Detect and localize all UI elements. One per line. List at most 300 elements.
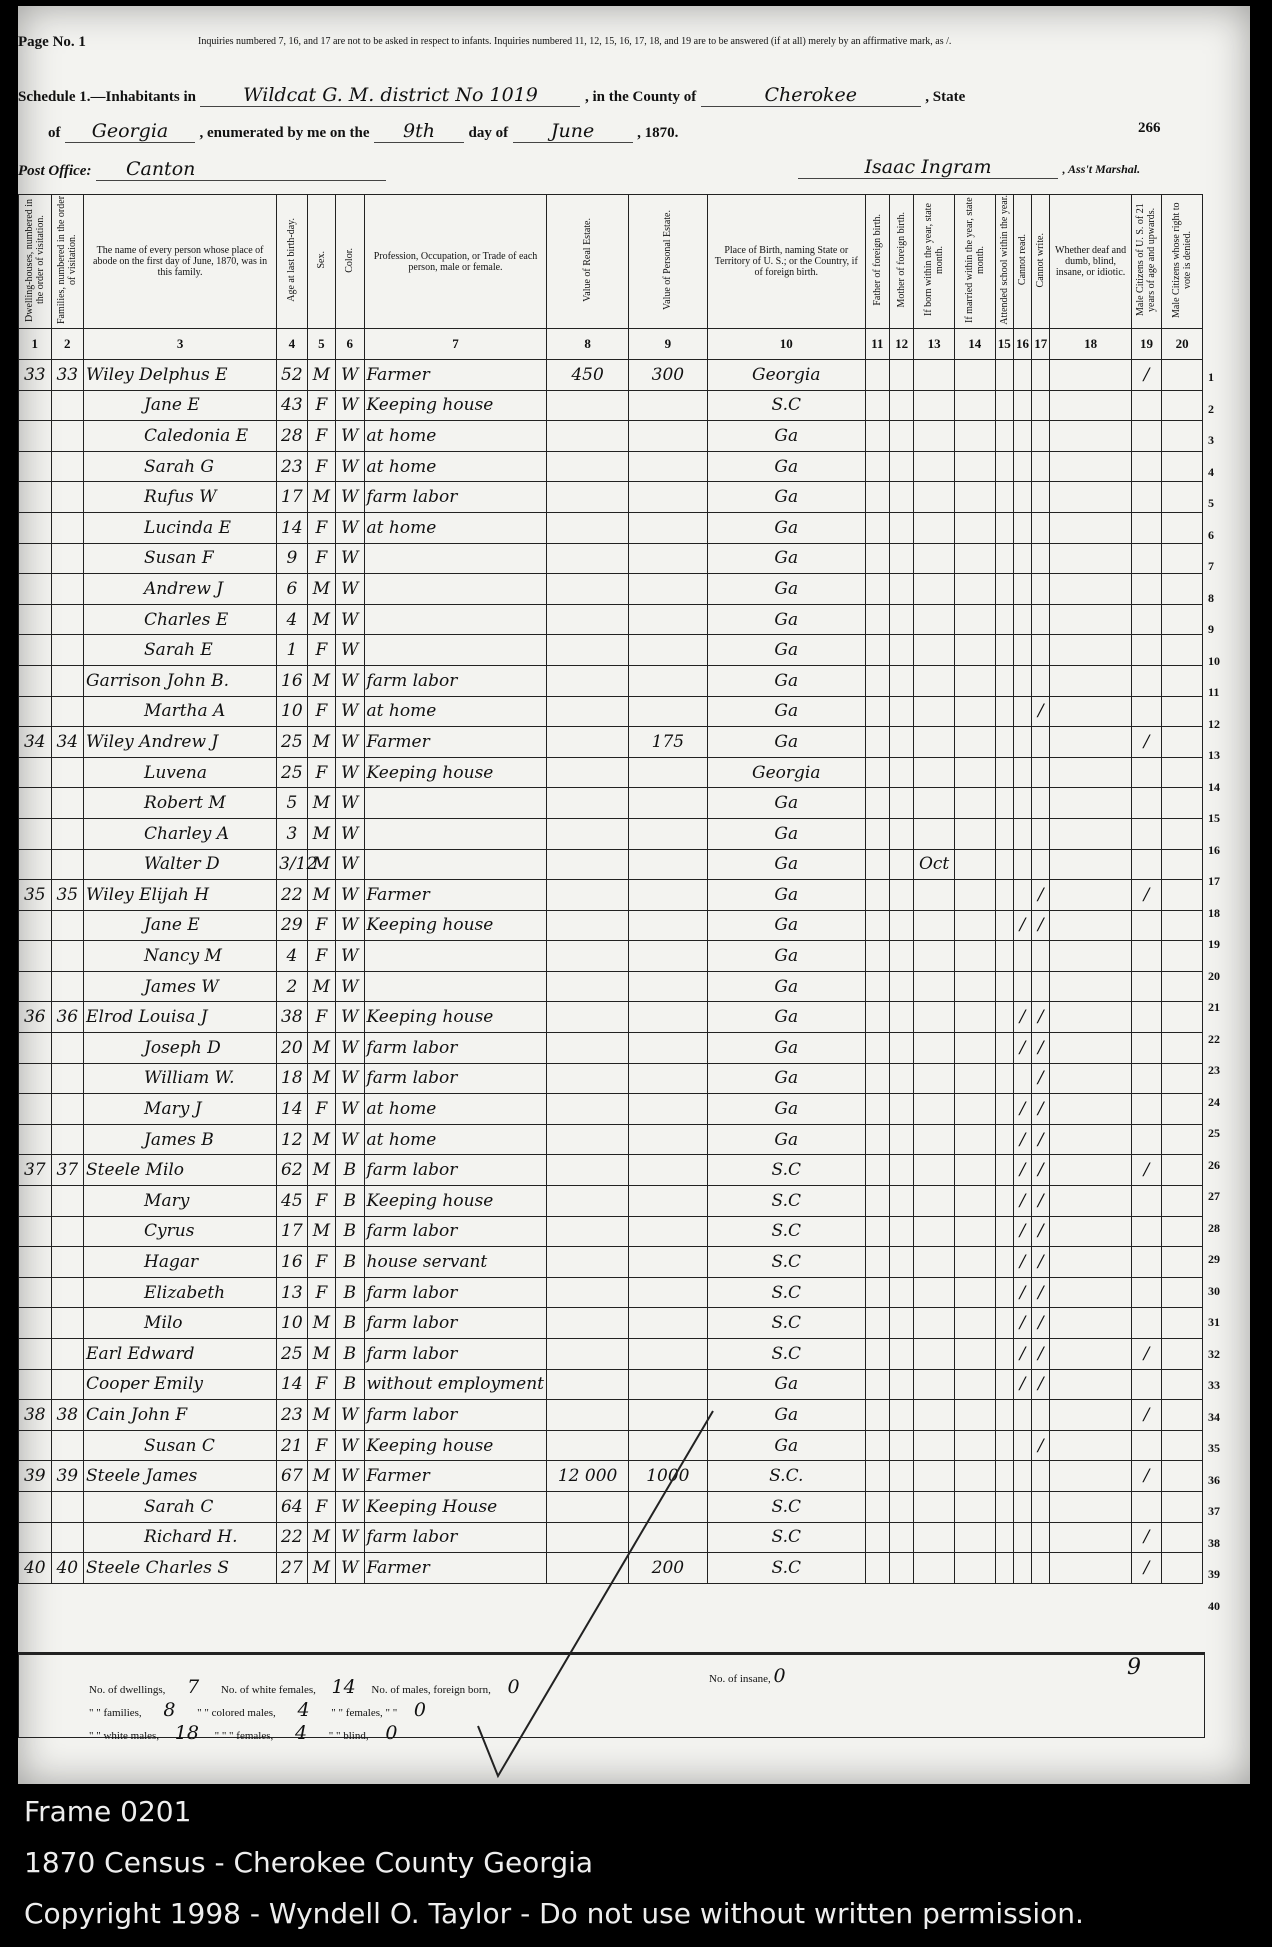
cell-m18	[1050, 512, 1131, 543]
cell-color: W	[336, 910, 364, 941]
cell-color: W	[336, 1400, 364, 1431]
cell-color: W	[336, 1063, 364, 1094]
cell-pers	[628, 1124, 707, 1155]
cell-m20	[1162, 1155, 1203, 1186]
cell-fam	[51, 696, 84, 727]
cell-pers	[628, 1155, 707, 1186]
col-head-3: The name of every person whose place of abode on the first day of June, 1870, was in this family.	[84, 195, 277, 329]
cell-dw	[19, 1033, 52, 1064]
cell-dw	[19, 971, 52, 1002]
cell-occ	[364, 574, 547, 605]
cell-m11	[865, 512, 889, 543]
cell-m19: /	[1131, 880, 1161, 911]
cell-m11	[865, 1033, 889, 1064]
cell-dw	[19, 788, 52, 819]
cell-name: Sarah E	[84, 635, 277, 666]
table-row	[19, 941, 1203, 972]
cell-sex: F	[307, 1369, 335, 1400]
cell-dw	[19, 1247, 52, 1278]
col-head-18: Whether deaf and dumb, blind, insane, or idiotic.	[1050, 195, 1131, 329]
table-row	[19, 818, 1203, 849]
col-head-5: Sex.	[307, 195, 335, 329]
cell-m20	[1162, 1277, 1203, 1308]
cell-real	[547, 910, 628, 941]
cell-color: W	[336, 512, 364, 543]
cell-occ: farm labor	[364, 1155, 547, 1186]
cell-name: Jane E	[84, 390, 277, 421]
cell-sex: F	[307, 543, 335, 574]
line-number: 34	[1208, 1409, 1220, 1424]
cell-name: Cooper Emily	[84, 1369, 277, 1400]
cell-color: W	[336, 390, 364, 421]
cell-m18	[1050, 635, 1131, 666]
cell-m15	[995, 1155, 1013, 1186]
col-head-20: Male Citizens whose right to vote is denied.	[1162, 195, 1203, 329]
cell-real	[547, 1216, 628, 1247]
cell-m12	[889, 1063, 913, 1094]
col-head-14: If married within the year, state month.	[954, 195, 995, 329]
cell-birth: Ga	[708, 788, 866, 819]
cell-occ: farm labor	[364, 1400, 547, 1431]
cell-m13	[914, 1063, 955, 1094]
cell-fam	[51, 665, 84, 696]
cell-real	[547, 1094, 628, 1125]
cell-occ	[364, 971, 547, 1002]
cell-m19	[1131, 421, 1161, 452]
cell-dw	[19, 1124, 52, 1155]
cell-sex: M	[307, 1522, 335, 1553]
cell-color: W	[336, 1430, 364, 1461]
line-number: 16	[1208, 842, 1220, 857]
cell-m15	[995, 1491, 1013, 1522]
cell-occ: farm labor	[364, 1216, 547, 1247]
cell-m12	[889, 360, 913, 391]
cell-m13	[914, 1400, 955, 1431]
cell-sex: F	[307, 1002, 335, 1033]
cell-birth: S.C	[708, 1247, 866, 1278]
col-number: 13	[914, 329, 955, 360]
cell-fam: 33	[51, 360, 84, 391]
table-row	[19, 543, 1203, 574]
cell-dw	[19, 818, 52, 849]
col-head-12: Mother of foreign birth.	[889, 195, 913, 329]
table-row	[19, 849, 1203, 880]
cell-m19	[1131, 1277, 1161, 1308]
cell-m19	[1131, 1186, 1161, 1217]
cell-m15	[995, 1553, 1013, 1584]
cell-m12	[889, 1553, 913, 1584]
line-number: 1	[1208, 370, 1214, 384]
cell-m14	[954, 880, 995, 911]
cell-m16	[1013, 574, 1031, 605]
cell-color: W	[336, 574, 364, 605]
cell-pers	[628, 482, 707, 513]
cell-name: Richard H.	[84, 1522, 277, 1553]
cell-m14	[954, 696, 995, 727]
cell-m13	[914, 1277, 955, 1308]
cell-m16	[1013, 757, 1031, 788]
cell-real	[547, 512, 628, 543]
cell-real	[547, 788, 628, 819]
cell-name: Caledonia E	[84, 421, 277, 452]
line-number: 26	[1208, 1157, 1220, 1172]
cell-color: W	[336, 451, 364, 482]
cell-dw	[19, 1216, 52, 1247]
cell-m14	[954, 1247, 995, 1278]
cell-m18	[1050, 543, 1131, 574]
cell-sex: F	[307, 635, 335, 666]
cell-m19: /	[1131, 727, 1161, 758]
cell-m20	[1162, 512, 1203, 543]
cell-m20	[1162, 849, 1203, 880]
cell-dw	[19, 421, 52, 452]
cell-m14	[954, 910, 995, 941]
cell-color: W	[336, 635, 364, 666]
cell-m18	[1050, 1247, 1131, 1278]
cell-fam	[51, 757, 84, 788]
cell-age: 62	[277, 1155, 307, 1186]
line-number: 32	[1208, 1346, 1220, 1361]
cell-m13	[914, 1461, 955, 1492]
cell-m15	[995, 941, 1013, 972]
cell-real	[547, 941, 628, 972]
cell-m12	[889, 574, 913, 605]
cell-m18	[1050, 604, 1131, 635]
cell-real	[547, 604, 628, 635]
col-head-6: Color.	[336, 195, 364, 329]
table-row	[19, 451, 1203, 482]
cell-m14	[954, 818, 995, 849]
cell-sex: M	[307, 665, 335, 696]
cell-occ	[364, 604, 547, 635]
cell-m17	[1032, 665, 1050, 696]
cell-age: 17	[277, 482, 307, 513]
cell-pers	[628, 543, 707, 574]
cell-color: W	[336, 696, 364, 727]
cell-fam	[51, 1369, 84, 1400]
table-row	[19, 1186, 1203, 1217]
cell-fam	[51, 1522, 84, 1553]
cell-m12	[889, 1124, 913, 1155]
cell-color: W	[336, 727, 364, 758]
line-number: 17	[1208, 874, 1220, 888]
cell-m19	[1131, 604, 1161, 635]
cell-name: Sarah G	[84, 451, 277, 482]
cell-m12	[889, 1277, 913, 1308]
cell-age: 23	[277, 1400, 307, 1431]
cell-age: 23	[277, 451, 307, 482]
cell-m16	[1013, 818, 1031, 849]
cell-birth: S.C.	[708, 1461, 866, 1492]
table-row	[19, 1155, 1203, 1186]
cell-m12	[889, 543, 913, 574]
cell-sex: F	[307, 1247, 335, 1278]
cell-dw: 34	[19, 727, 52, 758]
cell-age: 4	[277, 604, 307, 635]
cell-m20	[1162, 757, 1203, 788]
cell-m15	[995, 1400, 1013, 1431]
cell-fam	[51, 1033, 84, 1064]
cell-m14	[954, 635, 995, 666]
cell-pers	[628, 910, 707, 941]
line-number: 21	[1208, 1000, 1220, 1014]
cell-occ: at home	[364, 696, 547, 727]
table-row	[19, 910, 1203, 941]
cell-fam	[51, 390, 84, 421]
cell-m14	[954, 1430, 995, 1461]
cell-m17	[1032, 727, 1050, 758]
cell-m13	[914, 421, 955, 452]
line-number: 6	[1208, 527, 1214, 542]
cell-age: 14	[277, 1369, 307, 1400]
cell-m15	[995, 543, 1013, 574]
cell-m12	[889, 971, 913, 1002]
cell-m16	[1013, 665, 1031, 696]
cell-age: 25	[277, 757, 307, 788]
cell-m17	[1032, 1491, 1050, 1522]
cell-real	[547, 1124, 628, 1155]
cell-m12	[889, 1461, 913, 1492]
line-number: 30	[1208, 1283, 1220, 1298]
cell-dw	[19, 696, 52, 727]
cell-color: B	[336, 1155, 364, 1186]
cell-sex: M	[307, 788, 335, 819]
cell-m20	[1162, 604, 1203, 635]
cell-color: B	[336, 1247, 364, 1278]
cell-m15	[995, 512, 1013, 543]
cell-age: 14	[277, 1094, 307, 1125]
cell-fam	[51, 1308, 84, 1339]
cell-m18	[1050, 1522, 1131, 1553]
cell-occ	[364, 941, 547, 972]
cell-age: 67	[277, 1461, 307, 1492]
schedule-line: Schedule 1.—Inhabitants in Wildcat G. M. district No 1019 , in the County of Cherokee , State	[18, 84, 966, 106]
cell-occ: Farmer	[364, 727, 547, 758]
cell-real	[547, 880, 628, 911]
cell-occ: Keeping house	[364, 757, 547, 788]
cell-m16	[1013, 512, 1031, 543]
cell-m15	[995, 1277, 1013, 1308]
cell-m11	[865, 665, 889, 696]
line-number: 24	[1208, 1094, 1220, 1109]
cell-sex: M	[307, 574, 335, 605]
cell-m11	[865, 696, 889, 727]
cell-dw	[19, 512, 52, 543]
cell-m18	[1050, 788, 1131, 819]
cell-sex: F	[307, 1277, 335, 1308]
line-number: 23	[1208, 1063, 1220, 1077]
cell-m20	[1162, 1553, 1203, 1584]
cell-name: Earl Edward	[84, 1339, 277, 1370]
cell-m15	[995, 451, 1013, 482]
cell-birth: Ga	[708, 543, 866, 574]
cell-m12	[889, 1002, 913, 1033]
cell-m17: /	[1032, 1216, 1050, 1247]
cell-name: Cain John F	[84, 1400, 277, 1431]
cell-dw: 37	[19, 1155, 52, 1186]
cell-m14	[954, 1063, 995, 1094]
cell-sex: F	[307, 941, 335, 972]
cell-m17	[1032, 1461, 1050, 1492]
cell-m15	[995, 360, 1013, 391]
cell-real	[547, 1186, 628, 1217]
line-number: 18	[1208, 905, 1220, 920]
table-row	[19, 574, 1203, 605]
cell-m18	[1050, 727, 1131, 758]
cell-dw	[19, 1369, 52, 1400]
cell-m14	[954, 1186, 995, 1217]
cell-color: B	[336, 1369, 364, 1400]
cancel-stroke	[488, 1406, 728, 1786]
col-number: 1	[19, 329, 52, 360]
line-number: 11	[1208, 685, 1220, 699]
cell-name: Andrew J	[84, 574, 277, 605]
col19-total: 9	[1127, 1655, 1141, 1680]
cell-name: Walter D	[84, 849, 277, 880]
cell-m13	[914, 788, 955, 819]
cell-fam	[51, 1216, 84, 1247]
table-row	[19, 1094, 1203, 1125]
cell-real	[547, 482, 628, 513]
cell-age: 52	[277, 360, 307, 391]
cell-m11	[865, 818, 889, 849]
cell-m15	[995, 1002, 1013, 1033]
cell-m13	[914, 665, 955, 696]
cell-occ	[364, 818, 547, 849]
cell-m20	[1162, 665, 1203, 696]
cell-m13	[914, 941, 955, 972]
cell-dw	[19, 635, 52, 666]
copyright-notice: Copyright 1998 - Wyndell O. Taylor - Do not use without written permission.	[24, 1897, 1084, 1930]
cell-sex: M	[307, 1461, 335, 1492]
table-row	[19, 788, 1203, 819]
cell-real	[547, 1063, 628, 1094]
cell-name: Robert M	[84, 788, 277, 819]
col-number: 19	[1131, 329, 1161, 360]
table-row	[19, 1033, 1203, 1064]
cell-m14	[954, 543, 995, 574]
col-number: 17	[1032, 329, 1050, 360]
insane-count: No. of insane, 0	[709, 1665, 786, 1687]
cell-m18	[1050, 1369, 1131, 1400]
col-number: 7	[364, 329, 547, 360]
cell-m20	[1162, 1247, 1203, 1278]
cell-m19	[1131, 1308, 1161, 1339]
cell-m16	[1013, 451, 1031, 482]
cell-m17: /	[1032, 1186, 1050, 1217]
cell-m11	[865, 390, 889, 421]
cell-m18	[1050, 451, 1131, 482]
cell-m20	[1162, 1369, 1203, 1400]
cell-m16: /	[1013, 1339, 1031, 1370]
cell-dw	[19, 1063, 52, 1094]
cell-m16	[1013, 727, 1031, 758]
cell-m20	[1162, 360, 1203, 391]
cell-m14	[954, 1002, 995, 1033]
county-field: Cherokee	[701, 84, 921, 107]
cell-birth: S.C	[708, 1553, 866, 1584]
cell-m19	[1131, 390, 1161, 421]
cell-m19	[1131, 1430, 1161, 1461]
cell-m16	[1013, 543, 1031, 574]
cell-color: W	[336, 665, 364, 696]
cell-m20	[1162, 880, 1203, 911]
cell-m20	[1162, 941, 1203, 972]
cell-birth: Ga	[708, 574, 866, 605]
col-head-11: Father of foreign birth.	[865, 195, 889, 329]
cell-pers	[628, 849, 707, 880]
cell-m19	[1131, 574, 1161, 605]
cell-color: W	[336, 1124, 364, 1155]
cell-m14	[954, 971, 995, 1002]
cell-dw	[19, 482, 52, 513]
line-number: 25	[1208, 1126, 1220, 1140]
cell-m16	[1013, 941, 1031, 972]
cell-birth: Ga	[708, 1400, 866, 1431]
cell-sex: F	[307, 757, 335, 788]
cell-birth: Ga	[708, 1063, 866, 1094]
cell-color: B	[336, 1339, 364, 1370]
cell-m11	[865, 421, 889, 452]
cell-dw	[19, 941, 52, 972]
cell-m15	[995, 757, 1013, 788]
cell-color: W	[336, 1094, 364, 1125]
col-head-1: Dwelling-houses, numbered in the order of visitation.	[19, 195, 52, 329]
cell-m12	[889, 941, 913, 972]
cell-m14	[954, 512, 995, 543]
cell-m12	[889, 818, 913, 849]
line-number: 13	[1208, 748, 1220, 762]
table-row	[19, 1339, 1203, 1370]
cell-m12	[889, 727, 913, 758]
cell-fam	[51, 421, 84, 452]
line-number: 7	[1208, 559, 1214, 573]
cell-birth: Ga	[708, 941, 866, 972]
col-number: 16	[1013, 329, 1031, 360]
cell-m11	[865, 1339, 889, 1370]
right-row-numbers	[1208, 370, 1236, 1630]
line-number: 39	[1208, 1567, 1220, 1581]
cell-name: Steele Charles S	[84, 1553, 277, 1584]
cell-m18	[1050, 1277, 1131, 1308]
cell-m18	[1050, 665, 1131, 696]
cell-name: Elrod Louisa J	[84, 1002, 277, 1033]
cell-pers	[628, 1063, 707, 1094]
cell-m19	[1131, 941, 1161, 972]
cell-age: 1	[277, 635, 307, 666]
cell-m16	[1013, 849, 1031, 880]
cell-birth: Ga	[708, 421, 866, 452]
cell-sex: F	[307, 451, 335, 482]
cell-m12	[889, 665, 913, 696]
cell-m14	[954, 360, 995, 391]
cell-sex: M	[307, 971, 335, 1002]
cell-m16: /	[1013, 1308, 1031, 1339]
cell-m13	[914, 482, 955, 513]
cell-birth: Georgia	[708, 757, 866, 788]
cell-m16: /	[1013, 1155, 1031, 1186]
cell-age: 45	[277, 1186, 307, 1217]
cell-fam	[51, 849, 84, 880]
cell-occ: farm labor	[364, 1522, 547, 1553]
cell-m11	[865, 1522, 889, 1553]
cell-m13	[914, 818, 955, 849]
line-number: 28	[1208, 1220, 1220, 1235]
cell-m18	[1050, 1063, 1131, 1094]
cell-m18	[1050, 880, 1131, 911]
cell-m14	[954, 1094, 995, 1125]
cell-m17: /	[1032, 910, 1050, 941]
